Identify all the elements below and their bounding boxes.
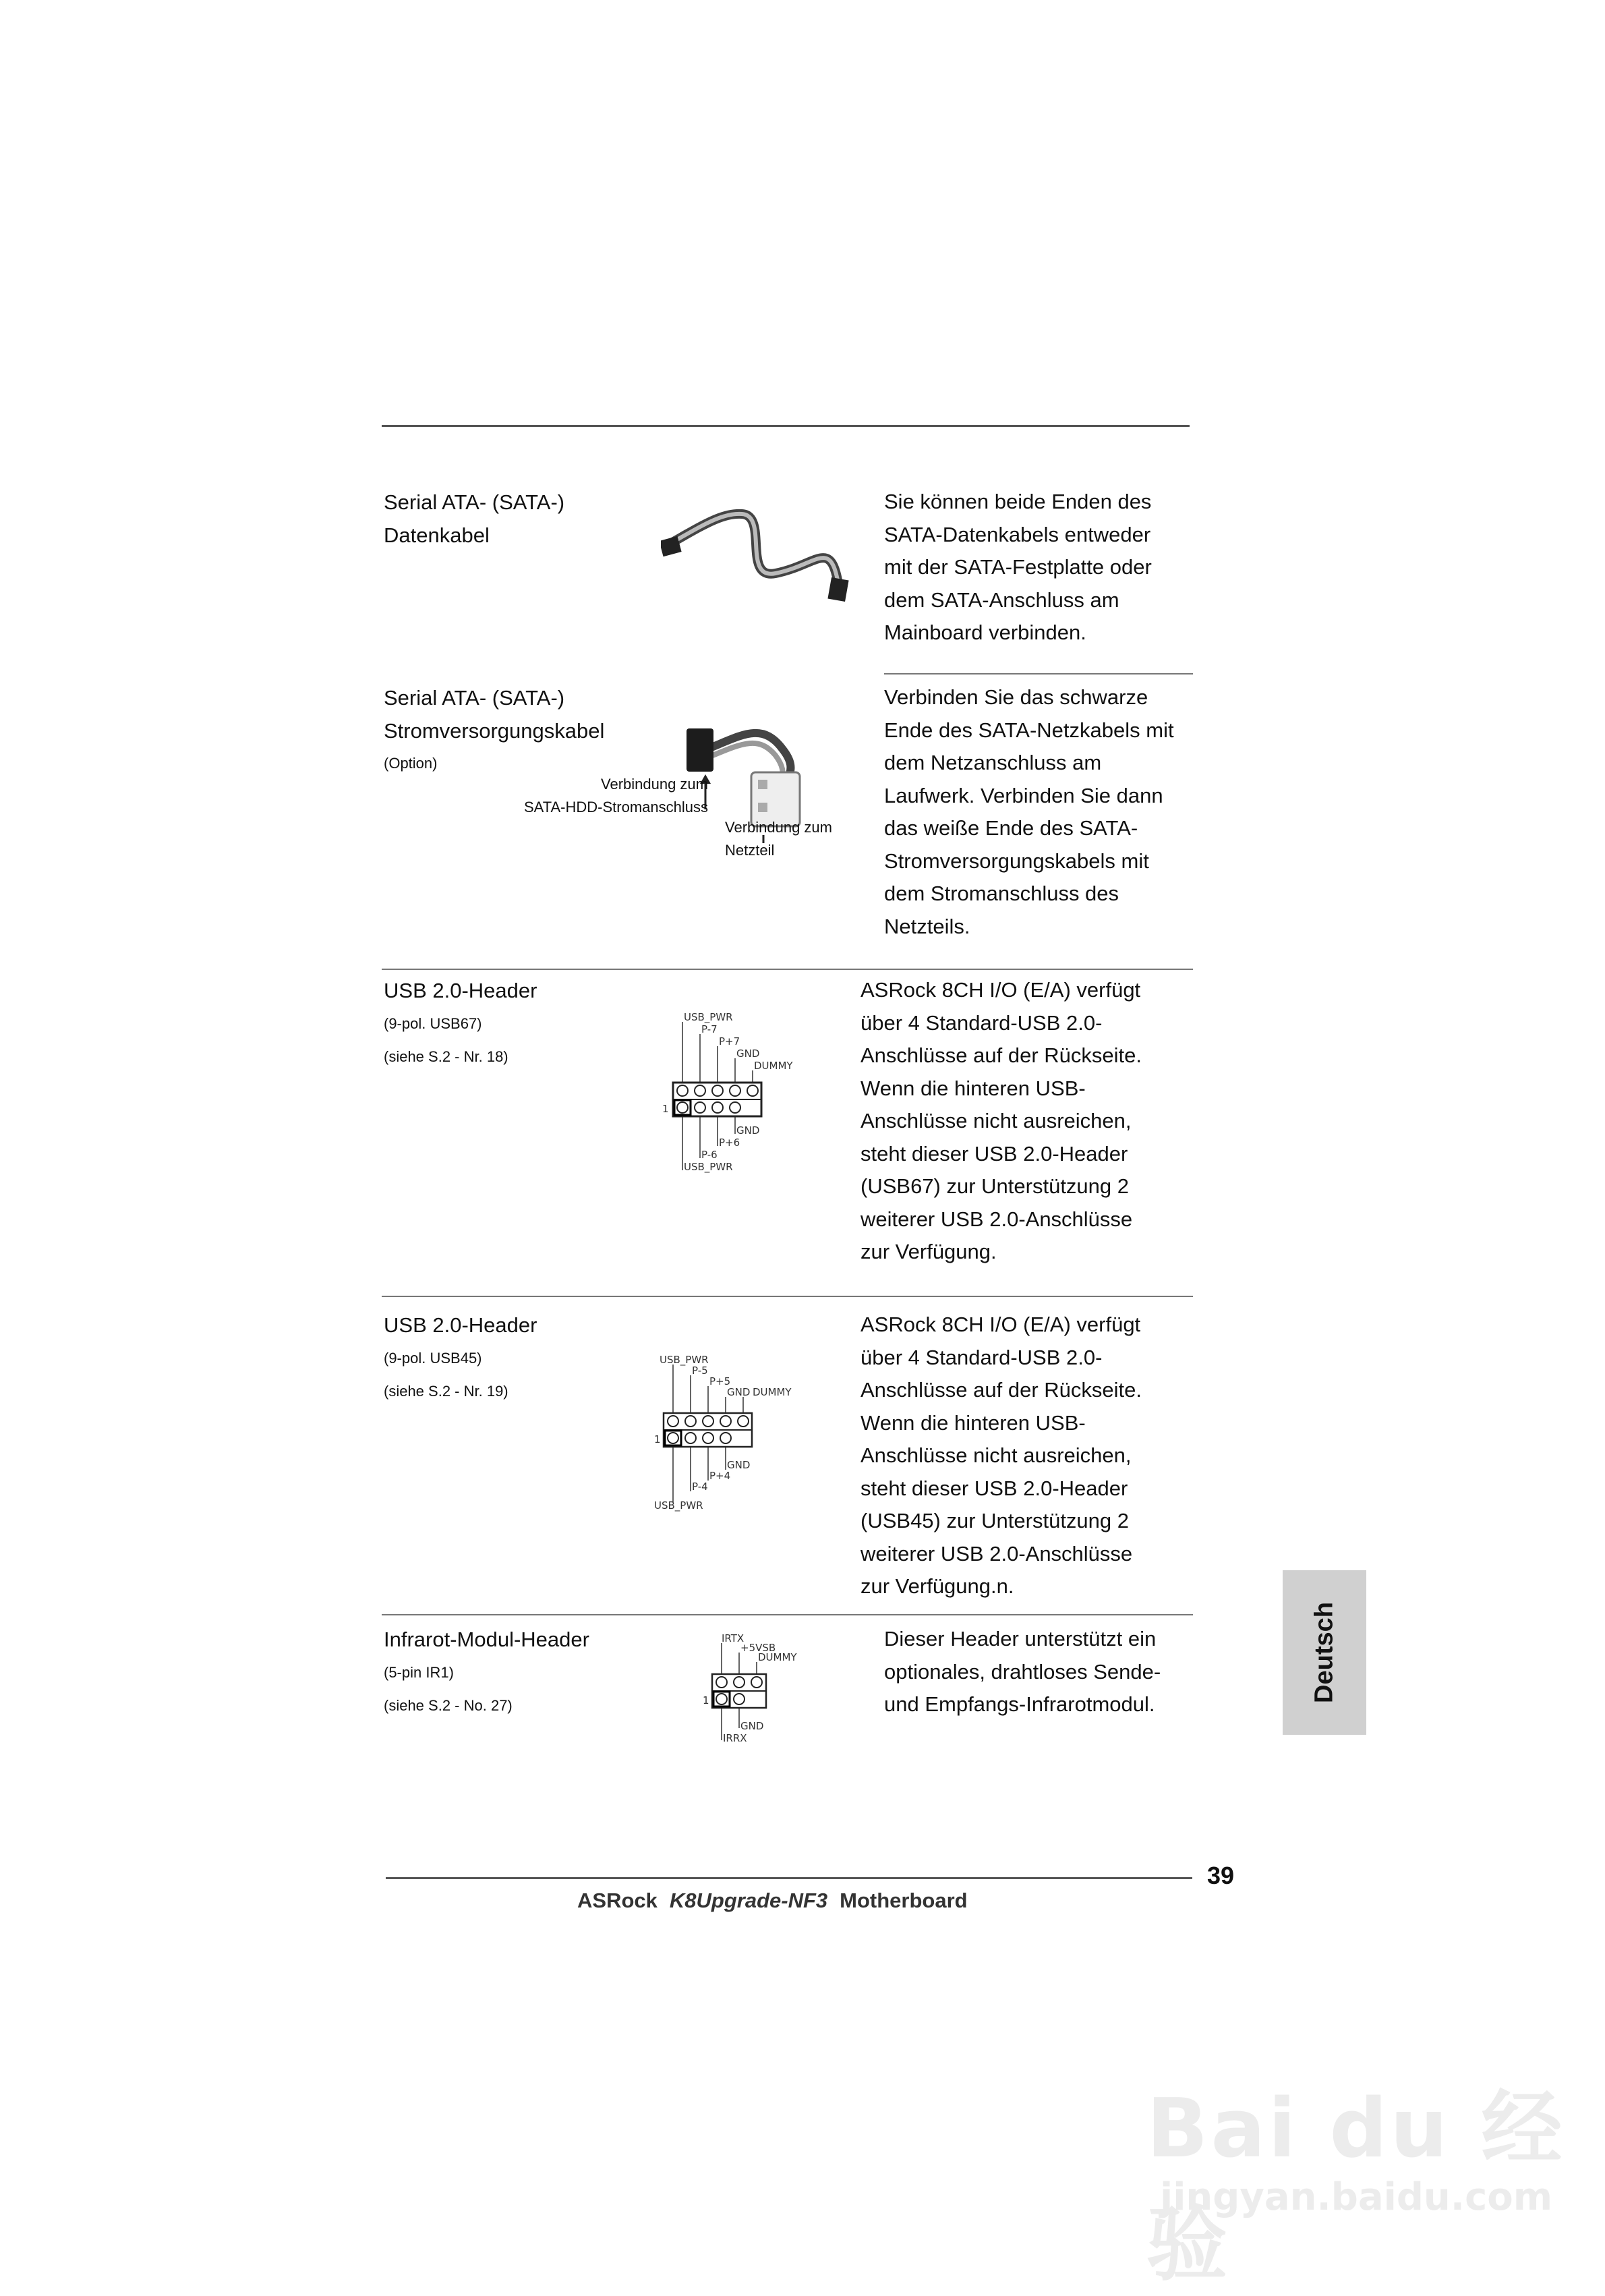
title-line: Datenkabel xyxy=(384,523,490,547)
pin-label-p-minus-7: P-7 xyxy=(701,1023,718,1035)
desc-line: über 4 Standard-USB 2.0- xyxy=(860,1345,1103,1369)
pin-label-usb-pwr-top: USB_PWR xyxy=(660,1354,709,1366)
pin-label-p-minus-6: P-6 xyxy=(701,1149,718,1161)
watermark-url-text: jingyan.baidu.com xyxy=(1160,2175,1553,2219)
desc-line: Sie können beide Enden des xyxy=(884,490,1152,513)
footer-brand: ASRock xyxy=(577,1889,658,1912)
pin-label-5vsb: +5VSB xyxy=(740,1642,776,1654)
pin-label-dummy: DUMMY xyxy=(758,1651,797,1663)
sub-line: (siehe S.2 - Nr. 19) xyxy=(384,1383,508,1400)
desc-line: Verbinden Sie das schwarze xyxy=(884,685,1148,709)
pin-label-usb-pwr-top: USB_PWR xyxy=(684,1011,733,1023)
desc-line: ASRock 8CH I/O (E/A) verfügt xyxy=(860,978,1141,1002)
title-line: USB 2.0-Header xyxy=(384,979,537,1002)
pin-label-dummy: DUMMY xyxy=(754,1060,793,1072)
desc-line: mit der SATA-Festplatte oder xyxy=(884,555,1152,579)
pin-label-usb-pwr-bottom: USB_PWR xyxy=(654,1499,703,1512)
section-title xyxy=(384,486,564,552)
callout-sata-hdd xyxy=(499,773,708,819)
desc-line: Wenn die hinteren USB- xyxy=(860,1410,1086,1435)
pin-label-p-plus-7: P+7 xyxy=(719,1035,740,1047)
callout-line: Netzteil xyxy=(725,842,775,859)
footer-rule xyxy=(386,1877,1192,1879)
sub-line: (siehe S.2 - Nr. 18) xyxy=(384,1048,508,1065)
pin-label-p-plus-4: P+4 xyxy=(709,1470,731,1482)
title-line: USB 2.0-Header xyxy=(384,1313,537,1337)
pin-label-gnd-bottom: GND xyxy=(736,1124,760,1137)
callout-psu xyxy=(725,816,832,862)
desc-line: Anschlüsse auf der Rückseite. xyxy=(860,1043,1142,1067)
footer-brand-line xyxy=(577,1889,968,1913)
title-line: Serial ATA- (SATA-) xyxy=(384,686,565,710)
pin-label-irtx: IRTX xyxy=(722,1632,745,1644)
desc-line: SATA-Datenkabels entweder xyxy=(884,522,1151,546)
ir-pin-diagram xyxy=(701,1632,829,1754)
pin-label-gnd-top: GND xyxy=(727,1386,751,1398)
sub-line: (9-pol. USB67) xyxy=(384,1015,482,1032)
callout-line: Verbindung zum xyxy=(601,776,708,793)
desc-line: (USB67) zur Unterstützung 2 xyxy=(860,1174,1130,1198)
section-description xyxy=(884,486,1152,650)
title-line: Serial ATA- (SATA-) xyxy=(384,490,565,514)
desc-line: Laufwerk. Verbinden Sie dann xyxy=(884,783,1163,807)
title-line: Stromversorgungskabel xyxy=(384,719,605,743)
pin-label-gnd-top: GND xyxy=(736,1047,760,1060)
pin-label-dummy: DUMMY xyxy=(753,1386,792,1398)
pin-label-p-plus-5: P+5 xyxy=(709,1375,731,1387)
usb45-pin-diagram xyxy=(651,1352,820,1521)
usb67-pin-diagram xyxy=(654,1008,823,1184)
desc-line: Stromversorgungskabels mit xyxy=(884,849,1149,873)
page-number: 39 xyxy=(1207,1862,1235,1889)
section-usb67-header xyxy=(384,974,537,1073)
top-rule xyxy=(382,425,1190,427)
desc-line: weiterer USB 2.0-Anschlüsse xyxy=(860,1541,1133,1566)
desc-line: dem Netzanschluss am xyxy=(884,751,1102,774)
desc-line: dem Stromanschluss des xyxy=(884,882,1119,905)
desc-line: Mainboard verbinden. xyxy=(884,621,1086,644)
callout-line: Verbindung zum xyxy=(725,819,832,836)
section-description xyxy=(860,974,1142,1269)
footer-model: K8Upgrade-NF3 xyxy=(669,1889,828,1912)
desc-line: (USB45) zur Unterstützung 2 xyxy=(860,1509,1130,1532)
section-usb45-header xyxy=(384,1309,537,1408)
desc-line: über 4 Standard-USB 2.0- xyxy=(860,1010,1103,1035)
sata-data-cable-illustration xyxy=(661,499,856,614)
section-divider xyxy=(382,969,1193,970)
desc-line: Wenn die hinteren USB- xyxy=(860,1076,1086,1100)
desc-line: weiterer USB 2.0-Anschlüsse xyxy=(860,1207,1133,1231)
section-description xyxy=(884,681,1174,943)
pin-label-irrx: IRRX xyxy=(723,1732,747,1744)
pin-label-p-plus-6: P+6 xyxy=(719,1137,740,1149)
desc-line: optionales, drahtloses Sende- xyxy=(884,1659,1161,1684)
callout-line: SATA-HDD-Stromanschluss xyxy=(523,799,708,815)
section-sata-data-cable xyxy=(384,486,564,552)
pin-one-label: 1 xyxy=(703,1694,709,1706)
desc-line: dem SATA-Anschluss am xyxy=(884,587,1119,612)
section-description xyxy=(860,1309,1142,1603)
desc-line: Anschlüsse auf der Rückseite. xyxy=(860,1378,1142,1402)
desc-line: Ende des SATA-Netzkabels mit xyxy=(884,718,1174,742)
desc-line: ASRock 8CH I/O (E/A) verfügt xyxy=(860,1313,1141,1336)
desc-line: Anschlüsse nicht ausreichen, xyxy=(860,1443,1132,1467)
pin-one-label: 1 xyxy=(662,1103,669,1115)
desc-line: zur Verfügung. xyxy=(860,1240,997,1263)
pin-label-gnd-bottom: GND xyxy=(727,1459,751,1471)
section-sata-power-cable xyxy=(384,681,604,780)
section-ir-header xyxy=(384,1623,589,1722)
section-divider xyxy=(884,673,1193,675)
watermark-url xyxy=(1160,2175,1552,2219)
pin-label-gnd: GND xyxy=(740,1720,764,1732)
watermark-logo-text: Bai du 经验 xyxy=(1146,2082,1565,2292)
desc-line: steht dieser USB 2.0-Header xyxy=(860,1141,1128,1166)
pin-label-p-minus-4: P-4 xyxy=(692,1481,708,1493)
sub-line: (5-pin IR1) xyxy=(384,1664,454,1681)
section-description xyxy=(884,1623,1161,1721)
desc-line: Anschlüsse nicht ausreichen, xyxy=(860,1109,1132,1132)
sub-line: (siehe S.2 - No. 27) xyxy=(384,1697,513,1714)
title-line: Infrarot-Modul-Header xyxy=(384,1628,589,1651)
language-side-tab xyxy=(1283,1570,1366,1735)
pin-label-usb-pwr-bottom: USB_PWR xyxy=(684,1161,733,1173)
desc-line: und Empfangs-Infrarotmodul. xyxy=(884,1692,1155,1716)
language-tab-label: Deutsch xyxy=(1310,1602,1339,1703)
desc-line: zur Verfügung.n. xyxy=(860,1574,1014,1598)
section-divider xyxy=(382,1296,1193,1297)
desc-line: steht dieser USB 2.0-Header xyxy=(860,1476,1128,1500)
section-divider xyxy=(382,1614,1193,1615)
pin-one-label: 1 xyxy=(654,1433,661,1445)
desc-line: Netzteils. xyxy=(884,914,970,938)
sub-line: (9-pol. USB45) xyxy=(384,1350,482,1367)
footer-suffix: Motherboard xyxy=(840,1889,968,1912)
desc-line: Dieser Header unterstützt ein xyxy=(884,1627,1157,1651)
sub-line: (Option) xyxy=(384,755,438,772)
desc-line: das weiße Ende des SATA- xyxy=(884,816,1138,840)
pin-label-p-minus-5: P-5 xyxy=(692,1365,708,1377)
